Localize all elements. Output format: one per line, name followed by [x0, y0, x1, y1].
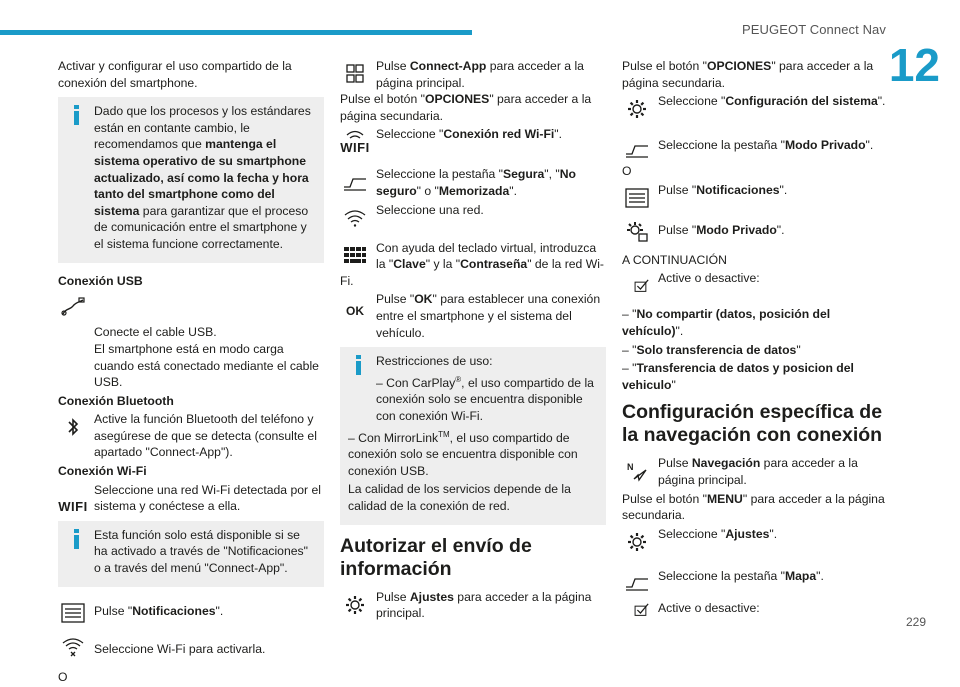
restrictions-note: Restricciones de uso: – Con CarPlay®, el uso compartido de la conexión solo se encuentra disponible con conexión Wi-Fi. – Con MirrorLink™, el uso compartido de conexión solo se encuentra disponible con conexión USB. La calidad de los servicios depende de la calidad de la conexión de red. — [340, 347, 606, 524]
tab-icon — [622, 135, 652, 163]
settings-gear-icon — [622, 528, 652, 556]
private-mode-tab-step: Seleccione la pestaña "Modo Privado". — [622, 127, 888, 159]
header-accent-bar — [0, 30, 472, 35]
bluetooth-icon — [58, 413, 88, 441]
system-config-step: Seleccione "Configuración del sistema". — [622, 93, 888, 125]
section-heading-nav-config: Configuración específica de la navegación con conexión — [622, 401, 883, 447]
notifications-step: Pulse "Notificaciones". — [58, 597, 324, 629]
svg-text:N: N — [627, 462, 634, 473]
wifi-off-icon — [58, 633, 88, 661]
column-1 — [58, 58, 324, 687]
or-text: O — [58, 669, 68, 684]
wifi-network-icon: WIFI — [340, 128, 370, 156]
private-mode-step: Pulse "Modo Privado". — [622, 216, 888, 248]
checkbox-icon — [622, 272, 652, 300]
keyboard-icon — [340, 240, 370, 270]
navigation-arrow-icon — [622, 457, 652, 485]
map-toggle-step: Active o desactive: — [622, 594, 888, 626]
wifi-icon — [340, 204, 370, 232]
settings-select-step: Seleccione "Ajustes". — [622, 526, 888, 558]
options-text: Pulse el botón "OPCIONES" para acceder a la página secundaria. — [340, 92, 592, 123]
bluetooth-step: Active la función Bluetooth del teléfono y asegúrese de que se detecta (consulte el apartado "Connect-App"). — [58, 411, 324, 461]
privacy-gear-icon — [622, 218, 652, 246]
connect-app-step: Pulse Connect-App para acceder a la página principal. — [340, 58, 606, 91]
ok-button-icon: OK — [346, 304, 364, 319]
tab-icon — [340, 168, 370, 196]
settings-gear-icon — [340, 591, 370, 619]
header-title: PEUGEOT Connect Nav — [742, 22, 886, 37]
wifi-network-step: WIFI Seleccione "Conexión red Wi-Fi". — [340, 127, 562, 156]
tab-icon — [622, 568, 652, 596]
usb-step: Conecte el cable USB. El smartphone está en modo carga cuando está conectado mediante el cable USB. — [58, 291, 324, 391]
usb-title: Conexión USB — [58, 273, 143, 288]
section-heading-send-info: Autorizar el envío de información — [340, 534, 532, 580]
toggle-step: Active o desactive: — [622, 270, 888, 302]
bluetooth-title: Conexión Bluetooth — [58, 393, 174, 408]
checkbox-icon — [622, 596, 652, 624]
wifi-step: WIFI Seleccione una red Wi-Fi detectada por el sistema y conéctese a ella. — [58, 482, 324, 515]
column-3: Pulse el botón "OPCIONES" para acceder a la página secundaria. Seleccione "Configuración del sistema". Seleccione la pestaña "Modo Privado". O Pulse "Notificaciones". Pulse "Modo Privado". A CONTINUACIÓN Active o desactive: – "No compartir (datos, posición del vehículo)". – "Solo transferencia de datos" – "Transferencia de datos y posicion del vehiculo" Configuración específica de la navegación con conexión N Pulse Navegación para acceder a la página principal. Pulse el botón "MENU" para acceder a la página secundaria. Seleccione "Ajustes". Seleccione la pestaña "Mapa". Active o desactive: — [622, 58, 888, 628]
column-2 — [340, 58, 606, 624]
navigation-step: N Pulse Navegación para acceder a la página principal. — [622, 455, 888, 488]
notifications-step: Pulse "Notificaciones". — [622, 182, 888, 214]
page-number: 229 — [905, 615, 926, 629]
wifi-activate-step: Seleccione Wi-Fi para activarla. — [58, 631, 324, 663]
usb-cable-icon — [58, 293, 88, 321]
apps-grid-icon — [340, 60, 370, 88]
wifi-title: Conexión Wi-Fi — [58, 464, 147, 479]
notifications-list-icon — [58, 599, 88, 627]
map-tab-step: Seleccione la pestaña "Mapa". — [622, 560, 888, 592]
notifications-list-icon — [622, 184, 652, 212]
info-note-2: Esta función solo está disponible si se ha activado a través de "Notificaciones" o a través del menú "Connect-App". — [58, 521, 324, 587]
info-icon — [74, 529, 79, 549]
info-note: Dado que los procesos y los estándares están en contante cambio, le recomendamos que mantenga el sistema operativo de su smartphone actualizado, así como la fecha y hora tanto del smartphone como del sistema para garantizar que el proceso de comunicación entre el smartphone y el sistema funcione correctamente. — [58, 97, 324, 262]
keyboard-step: Con ayuda del teclado virtual, introduzca la "Clave" y la "Contraseña" de la red Wi-Fi. — [340, 240, 604, 288]
ok-step: OK Pulse "OK" para establecer una conexión entre el smartphone y el sistema del vehículo. — [340, 291, 606, 341]
tab-select-step: Seleccione la pestaña "Segura", "No seguro" o "Memorizada". — [340, 160, 606, 199]
select-network-step: Seleccione una red. — [340, 202, 606, 234]
settings-step: Pulse Ajustes para acceder a la página principal. — [340, 589, 606, 622]
info-icon — [356, 355, 361, 375]
wifi-text-icon: WIFI — [58, 499, 88, 515]
settings-gear-icon — [622, 95, 652, 123]
info-icon — [74, 105, 79, 125]
chapter-number: 12 — [888, 39, 940, 91]
intro-text: Activar y configurar el uso compartido de la conexión del smartphone. — [58, 59, 292, 90]
